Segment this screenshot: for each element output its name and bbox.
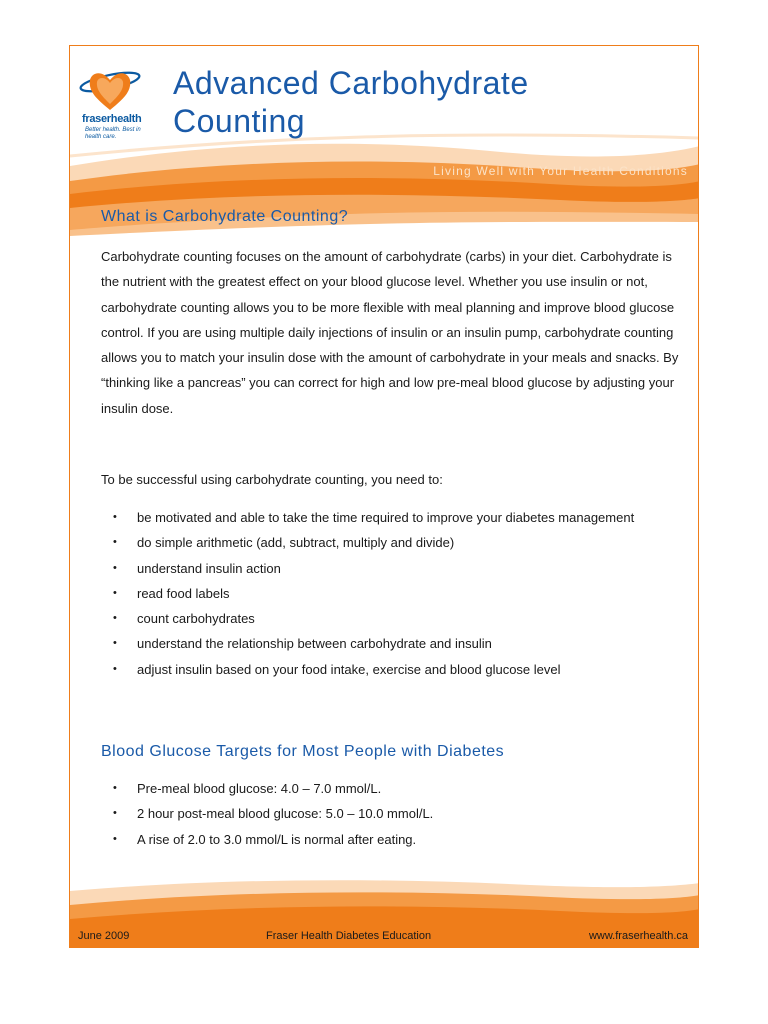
- bullet-icon: •: [113, 637, 117, 650]
- requirements-list: [101, 505, 681, 682]
- page-title: [173, 64, 529, 140]
- footer-date: June 2009: [78, 930, 130, 942]
- list-item: • understand insulin action: [101, 556, 681, 581]
- bullet-icon: •: [113, 782, 117, 794]
- list-item: • A rise of 2.0 to 3.0 mmol/L is normal after eating.: [101, 827, 681, 852]
- bullet-icon: •: [113, 612, 117, 625]
- title-line-1: Advanced Carbohydrate: [173, 65, 529, 101]
- list-item: • read food labels: [101, 581, 681, 606]
- logo-wordmark: fraserhealth: [82, 113, 142, 125]
- glucose-targets-list: [101, 776, 681, 852]
- list-item: • understand the relationship between carbohydrate and insulin: [101, 631, 681, 656]
- bullet-icon: •: [113, 561, 117, 574]
- document-page: [69, 45, 699, 948]
- list-item: • 2 hour post-meal blood glucose: 5.0 – 10.0 mmol/L.: [101, 801, 681, 826]
- section-heading-carb-counting: What is Carbohydrate Counting?: [101, 208, 349, 225]
- requirements-intro: To be successful using carbohydrate counting, you need to:: [101, 472, 443, 487]
- list-item: • Pre-meal blood glucose: 4.0 – 7.0 mmol/L.: [101, 776, 681, 801]
- bullet-icon: •: [113, 536, 117, 549]
- bullet-icon: •: [113, 807, 117, 820]
- logo-tagline: Better health. Best in health care.: [85, 127, 141, 140]
- footer-url-link[interactable]: www.fraserhealth.ca: [588, 930, 688, 942]
- footer-org: Fraser Health Diabetes Education: [266, 930, 432, 942]
- list-item: • do simple arithmetic (add, subtract, multiply and divide): [101, 530, 681, 555]
- intro-paragraph: Carbohydrate counting focuses on the amount of carbohydrate (carbs) in your diet. Carbohydrate is the nutrient with the greatest effect on your blood glucose level. Whether you use insulin or not, carbohydrate counting allows you to be more flexible with meal planning and improve blood glucose control. If you are using multiple daily injections of insulin or an insulin pump, carbohydrate counting allows you to match your insulin dose with the amount of carbohydrate in your meals and snacks. By “thinking like a pancreas” you can correct for high and low pre-meal blood glucose by adjusting your insulin dose.: [101, 249, 679, 416]
- section-heading-glucose-targets: Blood Glucose Targets for Most People with Diabetes: [101, 743, 505, 760]
- bullet-icon: •: [113, 832, 117, 845]
- bullet-icon: •: [113, 511, 117, 523]
- bullet-icon: •: [113, 662, 117, 675]
- list-item: • adjust insulin based on your food intake, exercise and blood glucose level: [101, 657, 681, 682]
- list-item: • be motivated and able to take the time required to improve your diabetes management: [101, 505, 681, 530]
- title-line-2: Counting: [173, 103, 306, 139]
- list-item: • count carbohydrates: [101, 606, 681, 631]
- series-subtitle: Living Well with Your Health Conditions: [433, 164, 688, 178]
- bullet-icon: •: [113, 586, 117, 599]
